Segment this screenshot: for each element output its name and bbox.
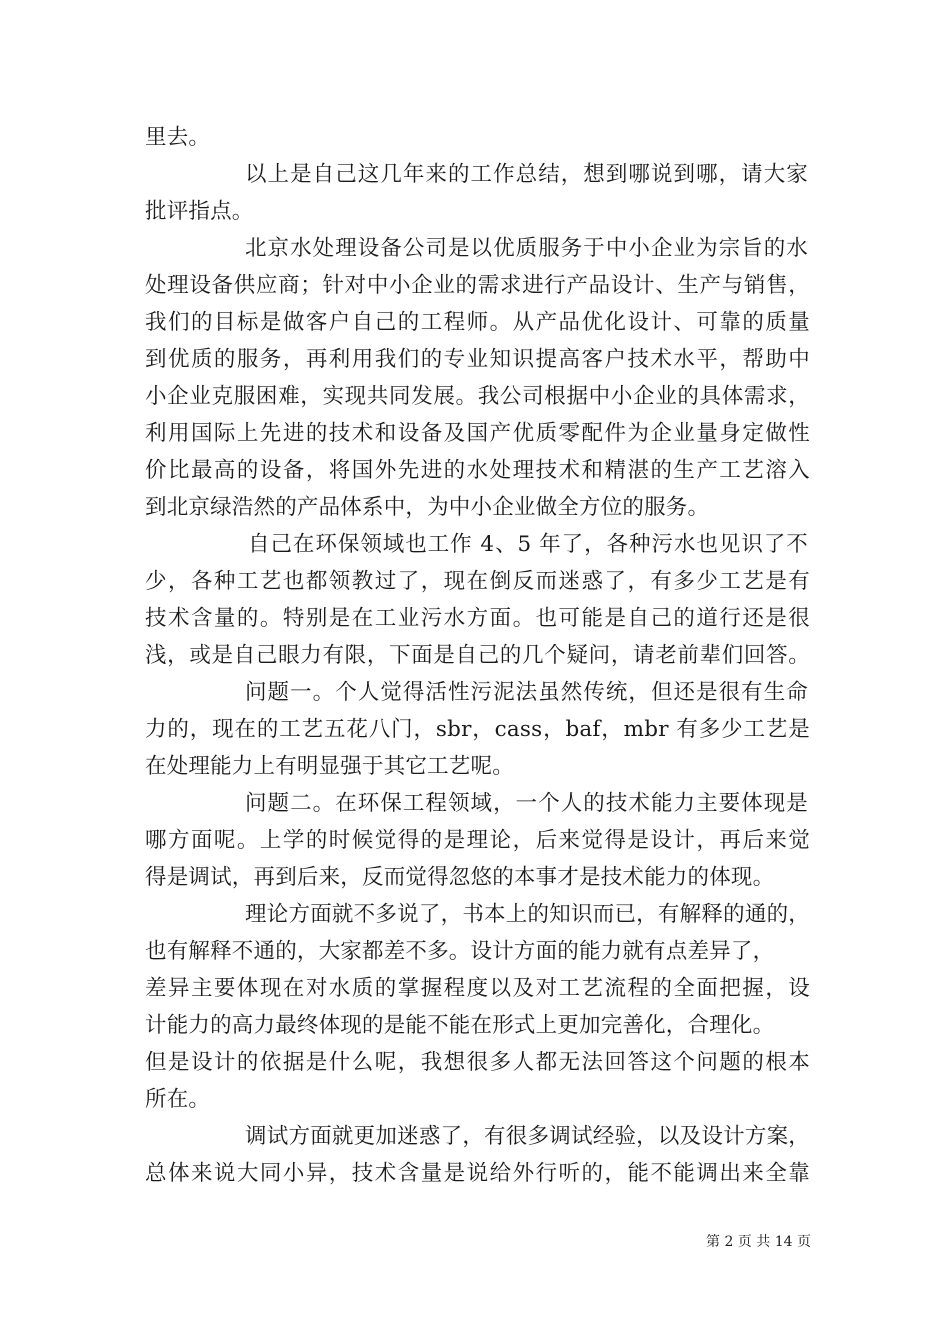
text-line: 所在。 [145,1087,211,1112]
text-line: 我们的目标是做客户自己的工程师。从产品优化设计、可靠的质量 [145,310,810,335]
text-line: 批评指点。 [145,199,254,224]
text-line: 差异主要体现在对水质的掌握程度以及对工艺流程的全面把握，设 [145,976,810,1001]
text-line: 问题二。在环保工程领域，一个人的技术能力主要体现是 [245,791,808,816]
text-line: 力的，现在的工艺五花八门，sbr，cass，baf，mbr 有多少工艺是 [145,717,810,742]
text-line: 里去。 [145,125,211,150]
text-line: 价比最高的设备，将国外先进的水处理技术和精湛的生产工艺溶入 [145,458,810,483]
text-line: 问题一。个人觉得活性污泥法虽然传统，但还是很有生命 [245,680,808,705]
text-line: 技术含量的。特别是在工业污水方面。也可能是自己的道行还是很 [145,606,810,631]
text-line: 到北京绿浩然的产品体系中，为中小企业做全方位的服务。 [145,495,710,520]
text-line: 小企业克服困难，实现共同发展。我公司根据中小企业的具体需求， [145,384,810,409]
text-line: 也有解释不通的，大家都差不多。设计方面的能力就有点差异了， [145,939,775,964]
text-line: 但是设计的依据是什么呢，我想很多人都无法回答这个问题的根本 [145,1050,810,1075]
text-line: 到优质的服务，再利用我们的专业知识提高客户技术水平，帮助中 [145,347,810,372]
text-line: 调试方面就更加迷惑了，有很多调试经验，以及设计方案， [245,1124,810,1149]
page-number: 第 2 页 共 14 页 [706,1234,811,1250]
text-line: 利用国际上先进的技术和设备及国产优质零配件为企业量身定做性 [145,421,810,446]
text-line: 理论方面就不多说了，书本上的知识而已，有解释的通的， [245,902,810,927]
text-line: 在处理能力上有明显强于其它工艺呢。 [145,754,514,779]
text-line: 自己在环保领域也工作 4、5 年了，各种污水也见识了不 [248,532,808,557]
text-line: 北京水处理设备公司是以优质服务于中小企业为宗旨的水 [245,236,808,261]
text-line: 少，各种工艺也都领教过了，现在倒反而迷惑了，有多少工艺是有 [145,569,810,594]
text-line: 计能力的高力最终体现的是能不能在形式上更加完善化，合理化。 [145,1013,775,1038]
text-line: 哪方面呢。上学的时候觉得的是理论，后来觉得是设计，再后来觉 [145,828,810,853]
text-line: 以上是自己这几年来的工作总结，想到哪说到哪，请大家 [245,162,808,187]
text-line: 得是调试，再到后来，反而觉得忽悠的本事才是技术能力的体现。 [145,865,775,890]
text-line: 浅，或是自己眼力有限，下面是自己的几个疑问，请老前辈们回答。 [145,643,810,668]
text-line: 总体来说大同小异，技术含量是说给外行听的，能不能调出来全靠 [145,1161,810,1186]
text-line: 处理设备供应商；针对中小企业的需求进行产品设计、生产与销售， [145,273,810,298]
